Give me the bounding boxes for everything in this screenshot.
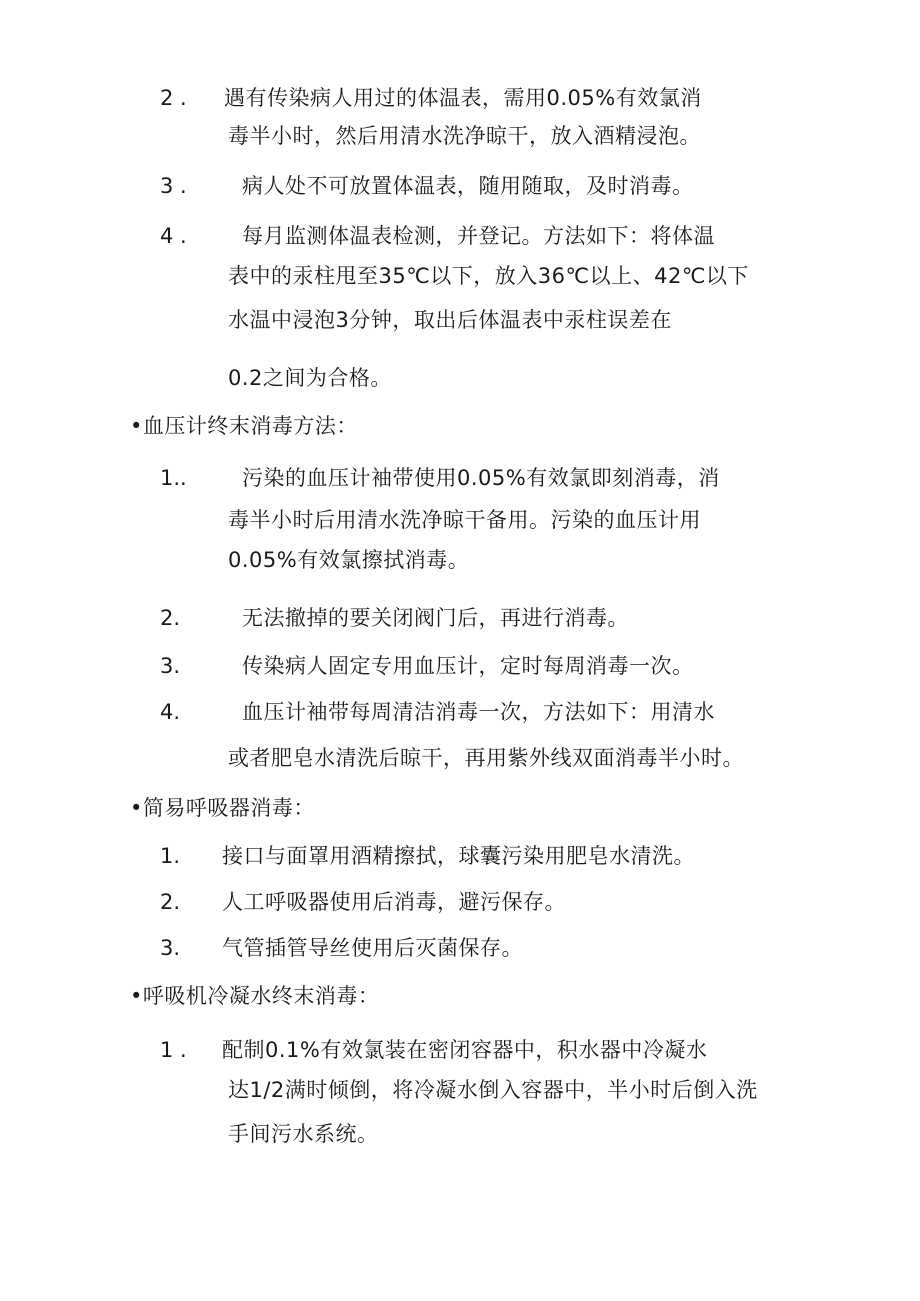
paragraph-line: 达1/2满时倾倒，将冷凝水倒入容器中，半小时后倒入洗: [228, 1078, 758, 1102]
section-heading: •呼吸机冷凝水终末消毒：: [130, 984, 380, 1008]
list-number: 3 .: [160, 174, 187, 198]
paragraph-line: 血压计袖带每周清洁消毒一次，方法如下：用清水: [242, 700, 715, 724]
paragraph-line: 遇有传染病人用过的体温表，需用0.05%有效氯消: [224, 86, 702, 110]
paragraph-line: 传染病人固定专用血压计，定时每周消毒一次。: [242, 654, 694, 678]
list-number: 2.: [160, 890, 181, 914]
section-heading: •简易呼吸器消毒：: [130, 796, 315, 820]
paragraph-line: 接口与面罩用酒精擦拭，球囊污染用肥皂水清洗。: [222, 844, 695, 868]
list-number: 1 .: [160, 1038, 187, 1062]
paragraph-line: 毒半小时后用清水洗净晾干备用。污染的血压计用: [228, 508, 701, 532]
list-number: 1.: [160, 844, 181, 868]
list-number: 3.: [160, 936, 181, 960]
paragraph-line: 表中的汞柱甩至35℃以下，放入36℃以上、42℃以下: [228, 264, 749, 288]
list-number: 3.: [160, 654, 181, 678]
paragraph-line: 毒半小时，然后用清水洗净晾干，放入酒精浸泡。: [228, 124, 701, 148]
paragraph-line: 病人处不可放置体温表，随用随取，及时消毒。: [242, 174, 694, 198]
paragraph-line: 或者肥皂水清洗后晾干，再用紫外线双面消毒半小时。: [228, 746, 744, 770]
list-number: 2 .: [160, 86, 187, 110]
list-number: 2.: [160, 606, 181, 630]
paragraph-line: 气管插管导丝使用后灭菌保存。: [222, 936, 523, 960]
paragraph-line: 水温中浸泡3分钟，取出后体温表中汞柱误差在: [228, 308, 672, 332]
paragraph-line: 每月监测体温表检测，并登记。方法如下：将体温: [242, 224, 715, 248]
paragraph-line: 污染的血压计袖带使用0.05%有效氯即刻消毒，消: [242, 466, 720, 490]
paragraph-line: 0.05%有效氯擦拭消毒。: [228, 548, 470, 572]
list-number: 4 .: [160, 224, 187, 248]
list-number: 4.: [160, 700, 181, 724]
paragraph-line: 配制0.1%有效氯装在密闭容器中，积水器中冷凝水: [222, 1038, 708, 1062]
paragraph-line: 手间污水系统。: [228, 1122, 379, 1146]
paragraph-line: 0.2之间为合格。: [228, 366, 392, 390]
section-heading: •血压计终末消毒方法：: [130, 414, 358, 438]
paragraph-line: 无法撤掉的要关闭阀门后，再进行消毒。: [242, 606, 629, 630]
list-number: 1..: [160, 466, 187, 490]
paragraph-line: 人工呼吸器使用后消毒，避污保存。: [222, 890, 566, 914]
